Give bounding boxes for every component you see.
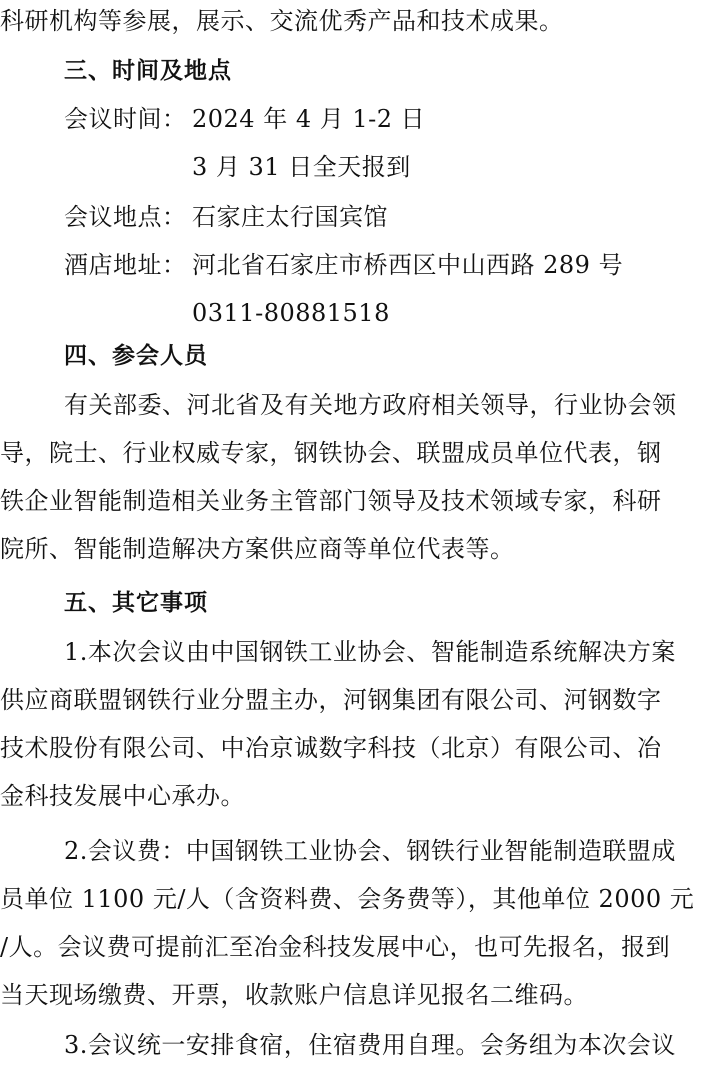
section-heading-time-location: 三、时间及地点 bbox=[64, 58, 232, 84]
paragraph-line: 3.会议统一安排食宿，住宿费用自理。会务组为本次会议 bbox=[64, 1031, 676, 1059]
meeting-time-value: 2024 年 4 月 1-2 日 bbox=[192, 105, 426, 133]
paragraph-line: /人。会议费可提前汇至冶金科技发展中心，也可先报名，报到 bbox=[0, 933, 671, 961]
paragraph-line: 员单位 1100 元/人（含资料费、会务费等），其他单位 2000 元 bbox=[0, 885, 695, 913]
checkin-date: 3 月 31 日全天报到 bbox=[192, 153, 411, 181]
paragraph-line: 技术股份有限公司、中冶京诚数字科技（北京）有限公司、冶 bbox=[0, 734, 662, 762]
paragraph-line: 院所、智能制造解决方案供应商等单位代表等。 bbox=[0, 535, 515, 563]
paragraph-line: 铁企业智能制造相关业务主管部门领导及技术领域专家，科研 bbox=[0, 487, 662, 515]
section-heading-attendees: 四、参会人员 bbox=[64, 343, 208, 369]
meeting-time-row bbox=[0, 104, 715, 134]
paragraph-line: 2.会议费：中国钢铁工业协会、钢铁行业智能制造联盟成 bbox=[64, 837, 676, 865]
paragraph-line: 有关部委、河北省及有关地方政府相关领导，行业协会领 bbox=[64, 391, 677, 419]
paragraph-line: 当天现场缴费、开票，收款账户信息详见报名二维码。 bbox=[0, 981, 588, 1009]
paragraph-line: 科研机构等参展，展示、交流优秀产品和技术成果。 bbox=[0, 7, 564, 35]
hotel-address-value: 河北省石家庄市桥西区中山西路 289 号 bbox=[192, 251, 624, 279]
paragraph-line: 导，院士、行业权威专家，钢铁协会、联盟成员单位代表，钢 bbox=[0, 439, 662, 467]
paragraph-line: 1.本次会议由中国钢铁工业协会、智能制造系统解决方案 bbox=[64, 638, 676, 666]
hotel-address-row bbox=[0, 250, 715, 280]
meeting-venue-row bbox=[0, 202, 715, 232]
meeting-venue-label: 会议地点： bbox=[64, 203, 187, 231]
hotel-address-label: 酒店地址： bbox=[64, 251, 187, 279]
paragraph-line: 金科技发展中心承办。 bbox=[0, 782, 245, 810]
section-heading-other-matters: 五、其它事项 bbox=[64, 590, 208, 616]
meeting-venue-value: 石家庄太行国宾馆 bbox=[192, 203, 388, 231]
hotel-phone: 0311-80881518 bbox=[192, 299, 390, 327]
meeting-time-label: 会议时间： bbox=[64, 105, 187, 133]
paragraph-line: 供应商联盟钢铁行业分盟主办，河钢集团有限公司、河钢数字 bbox=[0, 686, 662, 714]
